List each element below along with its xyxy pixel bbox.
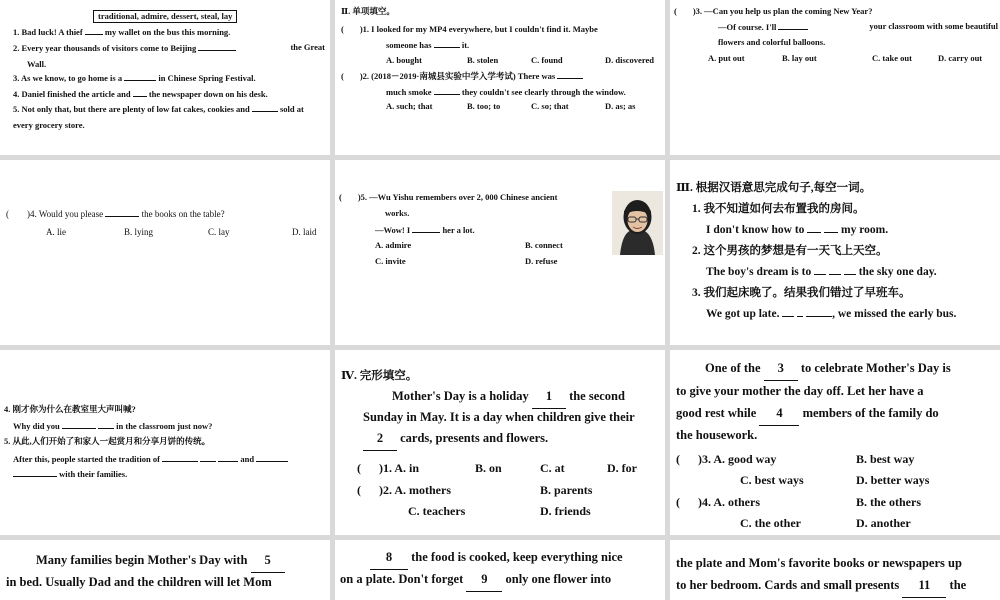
- cloze-line-12: the plate and Mom's favorite books or newspapers up: [676, 556, 962, 570]
- vocab-item-5: 5. Not only that, but there are plenty of low fat cakes, cookies and sold at every grocery store.: [13, 101, 304, 133]
- section-heading: Ⅲ. 根据汉语意思完成句子,每空一词。: [676, 182, 872, 194]
- slide-question-4: [0, 160, 330, 345]
- blank-2[interactable]: 2: [363, 428, 397, 451]
- cloze-line-4: One of the 3 to celebrate Mother's Day is: [705, 358, 951, 381]
- cloze-q2-option-b[interactable]: B. parents: [540, 483, 593, 497]
- cloze-line-5: to give your mother the day off. Let her have a: [676, 384, 924, 398]
- slide-translation-2: 4. 刚才你为什么在教室里大声叫喊? Why did you in the classroom just now? 5. 从此,人们开始了和家人一起赏月和分享月饼的传统。 After this, people started the tradition of and with their families.: [0, 350, 330, 535]
- vocab-item-4: 4. Daniel finished the article and the newspaper down on his desk.: [13, 86, 268, 103]
- translation-3-en: We got up late. , we missed the early bus.: [706, 308, 957, 320]
- cloze-q3-option-c[interactable]: C. best ways: [740, 473, 804, 487]
- slide-question-5: ( )5. —Wu Yishu remembers over 2, 000 Chinese ancient works. —Wow! I her a lot. A. admire B. connect C. invite D. refuse: [335, 160, 665, 345]
- cloze-q2-option-c[interactable]: C. teachers: [408, 504, 466, 518]
- vocab-item-1: 1. Bad luck! A thief my wallet on the bus this morning.: [13, 24, 230, 41]
- cloze-line-10: 8 the food is cooked, keep everything nice: [370, 547, 623, 570]
- translation-5-cn: 5. 从此,人们开始了和家人一起赏月和分享月饼的传统。: [4, 436, 211, 446]
- q1-option-c[interactable]: C. found: [531, 55, 563, 65]
- blank-4[interactable]: 4: [759, 403, 799, 426]
- q3-option-b[interactable]: B. lay out: [782, 53, 817, 63]
- q4-option-d[interactable]: D. laid: [292, 227, 317, 237]
- cloze-q1: ( )1. A. in: [357, 461, 420, 475]
- section-heading: Ⅳ. 完形填空。: [341, 370, 418, 382]
- question-3: ( )3. —Can you help us plan the coming New Year?: [674, 6, 873, 16]
- cloze-q3-option-d[interactable]: D. better ways: [856, 473, 930, 487]
- cloze-q3: ( )3. A. good way: [676, 452, 777, 466]
- cloze-line-1: Mother's Day is a holiday 1 the second: [392, 386, 625, 409]
- q2-option-c[interactable]: C. so; that: [531, 101, 569, 111]
- question-5: ( )5. —Wu Yishu remembers over 2, 000 Chinese ancient: [339, 192, 558, 202]
- translation-4-cn: 4. 刚才你为什么在教室里大声叫喊?: [4, 404, 136, 414]
- cloze-q2: ( )2. A. mothers: [357, 483, 451, 497]
- q3-option-d[interactable]: D. carry out: [938, 53, 983, 63]
- girl-portrait-photo: [612, 191, 663, 255]
- q3-option-a[interactable]: A. put out: [708, 53, 745, 63]
- blank-1[interactable]: 1: [532, 386, 566, 409]
- word-box: traditional, admire, dessert, steal, lay: [93, 10, 237, 23]
- blank-9[interactable]: 9: [466, 569, 502, 592]
- cloze-line-8: Many families begin Mother's Day with 5: [36, 550, 285, 573]
- q4-option-a[interactable]: A. lie: [46, 227, 66, 237]
- q5-option-d[interactable]: D. refuse: [525, 256, 558, 266]
- slide-vocab-fill: [0, 0, 330, 155]
- slide-cloze-3: [0, 540, 330, 600]
- slide-translation-1: [670, 160, 1000, 345]
- blank-11[interactable]: 11: [902, 575, 946, 598]
- slide-question-3: ( )3. —Can you help us plan the coming New Year? —Of course. I'll your classroom with some beautiful flowers and colorful balloons. A. put out B. lay out C. take out D. carry out: [670, 0, 1000, 155]
- q1-option-a[interactable]: A. bought: [386, 55, 422, 65]
- translation-1-cn: 1. 我不知道如何去布置我的房间。: [692, 203, 865, 215]
- q2-option-a[interactable]: A. such; that: [386, 101, 433, 111]
- blank-8[interactable]: 8: [370, 547, 408, 570]
- q4-option-c[interactable]: C. lay: [208, 227, 230, 237]
- cloze-line-3: 2 cards, presents and flowers.: [363, 428, 548, 451]
- cloze-line-9: in bed. Usually Dad and the children will let Mom: [6, 575, 272, 589]
- cloze-q4-option-c[interactable]: C. the other: [740, 516, 801, 530]
- slide-cloze-4: [335, 540, 665, 600]
- translation-5-en: After this, people started the tradition of and: [13, 451, 288, 468]
- cloze-q1-option-d[interactable]: D. for: [607, 461, 637, 475]
- cloze-q1-option-c[interactable]: C. at: [540, 461, 565, 475]
- blank-5[interactable]: 5: [251, 550, 285, 573]
- vocab-item-2: 2. Every year thousands of visitors come to Beijing the Great Wall.: [13, 42, 325, 69]
- cloze-q2-option-d[interactable]: D. friends: [540, 504, 591, 518]
- slide-multiple-choice-1: Ⅱ. 单项填空。 ( )1. I looked for my MP4 everywhere, but I couldn't find it. Maybe someone has it. A. bought B. stolen C. found D. discovered ( )2. (2018－2019·南城县实验中学入学考试) There was much smoke they couldn't see clearly through the window. A. such; that B. too; to C. so; that D. as; as: [335, 0, 665, 155]
- translation-2-en: The boy's dream is to the sky one day.: [706, 266, 937, 278]
- cloze-line-6: good rest while 4 members of the family do: [676, 403, 939, 426]
- translation-2-cn: 2. 这个男孩的梦想是有一天飞上天空。: [692, 245, 888, 257]
- q5-option-c[interactable]: C. invite: [375, 256, 406, 266]
- cloze-line-7: the housework.: [676, 428, 758, 442]
- q5-option-b[interactable]: B. connect: [525, 240, 563, 250]
- translation-4-en: Why did you in the classroom just now?: [13, 418, 212, 435]
- question-1: ( )1. I looked for my MP4 everywhere, but I couldn't find it. Maybe: [341, 24, 598, 34]
- cloze-q1-option-b[interactable]: B. on: [475, 461, 502, 475]
- cloze-line-11: on a plate. Don't forget 9 only one flower into: [340, 569, 611, 592]
- slide-cloze-5: [670, 540, 1000, 600]
- q3-option-c[interactable]: C. take out: [872, 53, 912, 63]
- cloze-q3-option-b[interactable]: B. best way: [856, 452, 915, 466]
- translation-3-cn: 3. 我们起床晚了。结果我们错过了早班车。: [692, 287, 911, 299]
- q1-option-b[interactable]: B. stolen: [467, 55, 499, 65]
- section-heading: Ⅱ. 单项填空。: [341, 6, 395, 16]
- cloze-line-2: Sunday in May. It is a day when children give their: [363, 410, 635, 424]
- question-2: ( )2. (2018－2019·南城县实验中学入学考试) There was: [341, 68, 583, 85]
- q2-option-d[interactable]: D. as; as: [605, 101, 636, 111]
- question-4: ( )4. Would you please the books on the table?: [6, 206, 225, 223]
- cloze-q4-option-d[interactable]: D. another: [856, 516, 911, 530]
- cloze-line-13: to her bedroom. Cards and small presents 11 the: [676, 575, 966, 598]
- cloze-q4-option-b[interactable]: B. the others: [856, 495, 921, 509]
- cloze-q4: ( )4. A. others: [676, 495, 760, 509]
- q5-option-a[interactable]: A. admire: [375, 240, 412, 250]
- translation-1-en: I don't know how to my room.: [706, 224, 889, 236]
- vocab-item-3: 3. As we know, to go home is a in Chinese Spring Festival.: [13, 70, 256, 87]
- blank-3[interactable]: 3: [764, 358, 798, 381]
- q2-option-b[interactable]: B. too; to: [467, 101, 501, 111]
- slide-cloze-1: [335, 350, 665, 535]
- slide-cloze-2: [670, 350, 1000, 535]
- q1-option-d[interactable]: D. discovered: [605, 55, 654, 65]
- q4-option-b[interactable]: B. lying: [124, 227, 154, 237]
